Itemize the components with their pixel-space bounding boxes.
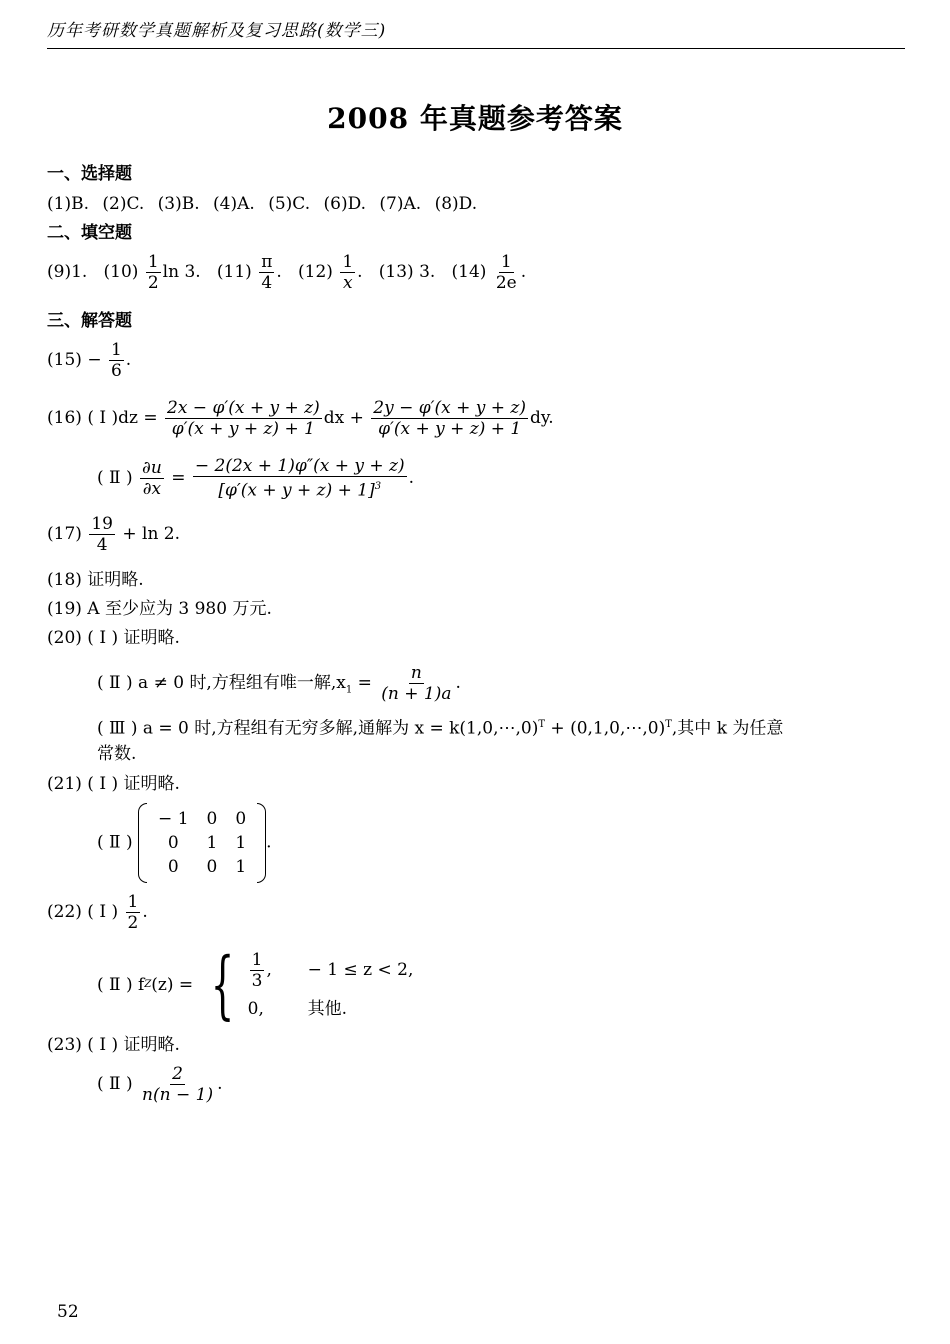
matrix-right-paren [257, 803, 266, 883]
ans-15: (15) − $\frac{1}{6}$ . [47, 340, 132, 381]
ans-16-fraction-3: $\frac{- 2(2x + 1)\varphi''(x + y + z)}{[\varphi'(x + y + z) + 1]^3}$ [194, 456, 405, 501]
ans-14-fraction: $\frac{1}{2e}$ [495, 252, 517, 293]
ans-18: (18) 证明略. [47, 570, 144, 590]
ans-10-fraction: $\frac{1}{2}$ [147, 252, 159, 293]
ans-12-fraction: $\frac{1}{x}$ [342, 252, 354, 293]
section-fill: 二、填空题 [47, 223, 132, 243]
piecewise-cases: $\frac{1}{3}$ , − 1 ≤ z < 2, 0, 其他. [247, 949, 414, 1019]
piecewise-brace: { [210, 942, 234, 1028]
ans-16-part2: ( Ⅱ ) $\frac{\partial u}{\partial x}$ = $\frac{- 2(2x + 1)\varphi''(x + y + z)}{[\varphi'(x + y + z) + 1]^3}$ . [97, 456, 415, 501]
ans-20-part3: ( Ⅲ ) a = 0 时,方程组有无穷多解,通解为 x = k(1,0,⋯,0)$^T$ + (0,1,0,⋯,0)$^T$,其中 k 为任意 [97, 718, 784, 739]
ans-12-tail: . [357, 262, 363, 282]
ans-20-part1: (20) ( Ⅰ ) 证明略. [47, 628, 180, 648]
ans-11-fraction: $\frac{\pi}{4}$ [261, 252, 273, 293]
ans-22-part2: ( Ⅱ ) f Z (z) = { $\frac{1}{3}$ , − 1 ≤ z < 2, 0, 其他. [97, 942, 414, 1028]
ans-10-tail: ln 3. [162, 262, 201, 282]
ans-13: (13) 3. [378, 262, 436, 282]
ans-9: (9)1. [47, 262, 88, 282]
ans-23-fraction: $\frac{2}{n(n - 1)}$ [142, 1064, 214, 1105]
matrix-table: − 1 0 0 0 1 1 0 0 1 [158, 809, 247, 877]
ans-16-partial: $\frac{\partial u}{\partial x}$ [142, 457, 162, 499]
ans-15-fraction: $\frac{1}{6}$ [110, 340, 122, 381]
fill-answers [47, 252, 526, 293]
ans-16-part1: (16) ( Ⅰ )dz = $\frac{2x - \varphi'(x + y + z)}{\varphi'(x + y + z) + 1}$ dx + $\frac{2y - \varphi'(x + y + z)}{\varphi'(x + y + z) + 1}$ dy. [47, 398, 554, 439]
ans-10-label: (10) [103, 262, 139, 282]
ans-11-label: (11) [216, 262, 252, 282]
ans-11-tail: . [276, 262, 282, 282]
page-title: 2008 年真题参考答案 [327, 102, 623, 135]
ans-21-part2: ( Ⅱ ) − 1 0 0 0 1 1 0 0 1 . [97, 803, 272, 883]
page-number: 52 [57, 1302, 79, 1322]
ans-16-fraction-1: $\frac{2x - \varphi'(x + y + z)}{\varphi'(x + y + z) + 1}$ [167, 398, 320, 439]
ans-17: (17) $\frac{19}{4}$ + ln 2. [47, 514, 181, 555]
ans-21-matrix [138, 803, 266, 883]
ans-20-fraction: $\frac{n}{(n + 1)a}$ [381, 663, 452, 704]
ans-23-part1: (23) ( Ⅰ ) 证明略. [47, 1035, 180, 1055]
ans-20-part2: ( Ⅱ ) a ≠ 0 时,方程组有唯一解$,x_1$ = $\frac{n}{(n + 1)a}$ . [97, 663, 461, 704]
choice-answers: (1)B. (2)C. (3)B. (4)A. (5)C. (6)D. (7)A. (8)D. [47, 194, 478, 214]
ans-12-label: (12) [298, 262, 333, 282]
ans-14-label: (14) [451, 262, 487, 282]
ans-21-part1: (21) ( Ⅰ ) 证明略. [47, 774, 180, 794]
running-header [47, 16, 905, 49]
ans-22-part1: (22) ( Ⅰ ) $\frac{1}{2}$ . [47, 892, 148, 933]
header-text: 历年考研数学真题解析及复习思路(数学三) [47, 21, 387, 41]
ans-17-fraction: $\frac{19}{4}$ [91, 514, 113, 555]
ans-20-part3-cont: 常数. [97, 744, 137, 764]
ans-16-fraction-2: $\frac{2y - \varphi'(x + y + z)}{\varphi'(x + y + z) + 1}$ [373, 398, 527, 439]
ans-14-tail: . [520, 262, 527, 282]
ans-19: (19) A 至少应为 3 980 万元. [47, 599, 272, 619]
section-choice: 一、选择题 [47, 164, 132, 184]
ans-23-part2: ( Ⅱ ) $\frac{2}{n(n - 1)}$ . [97, 1064, 223, 1105]
ans-22-fraction: $\frac{1}{2}$ [127, 892, 139, 933]
matrix-left-paren [138, 803, 147, 883]
section-solutions: 三、解答题 [47, 311, 132, 331]
